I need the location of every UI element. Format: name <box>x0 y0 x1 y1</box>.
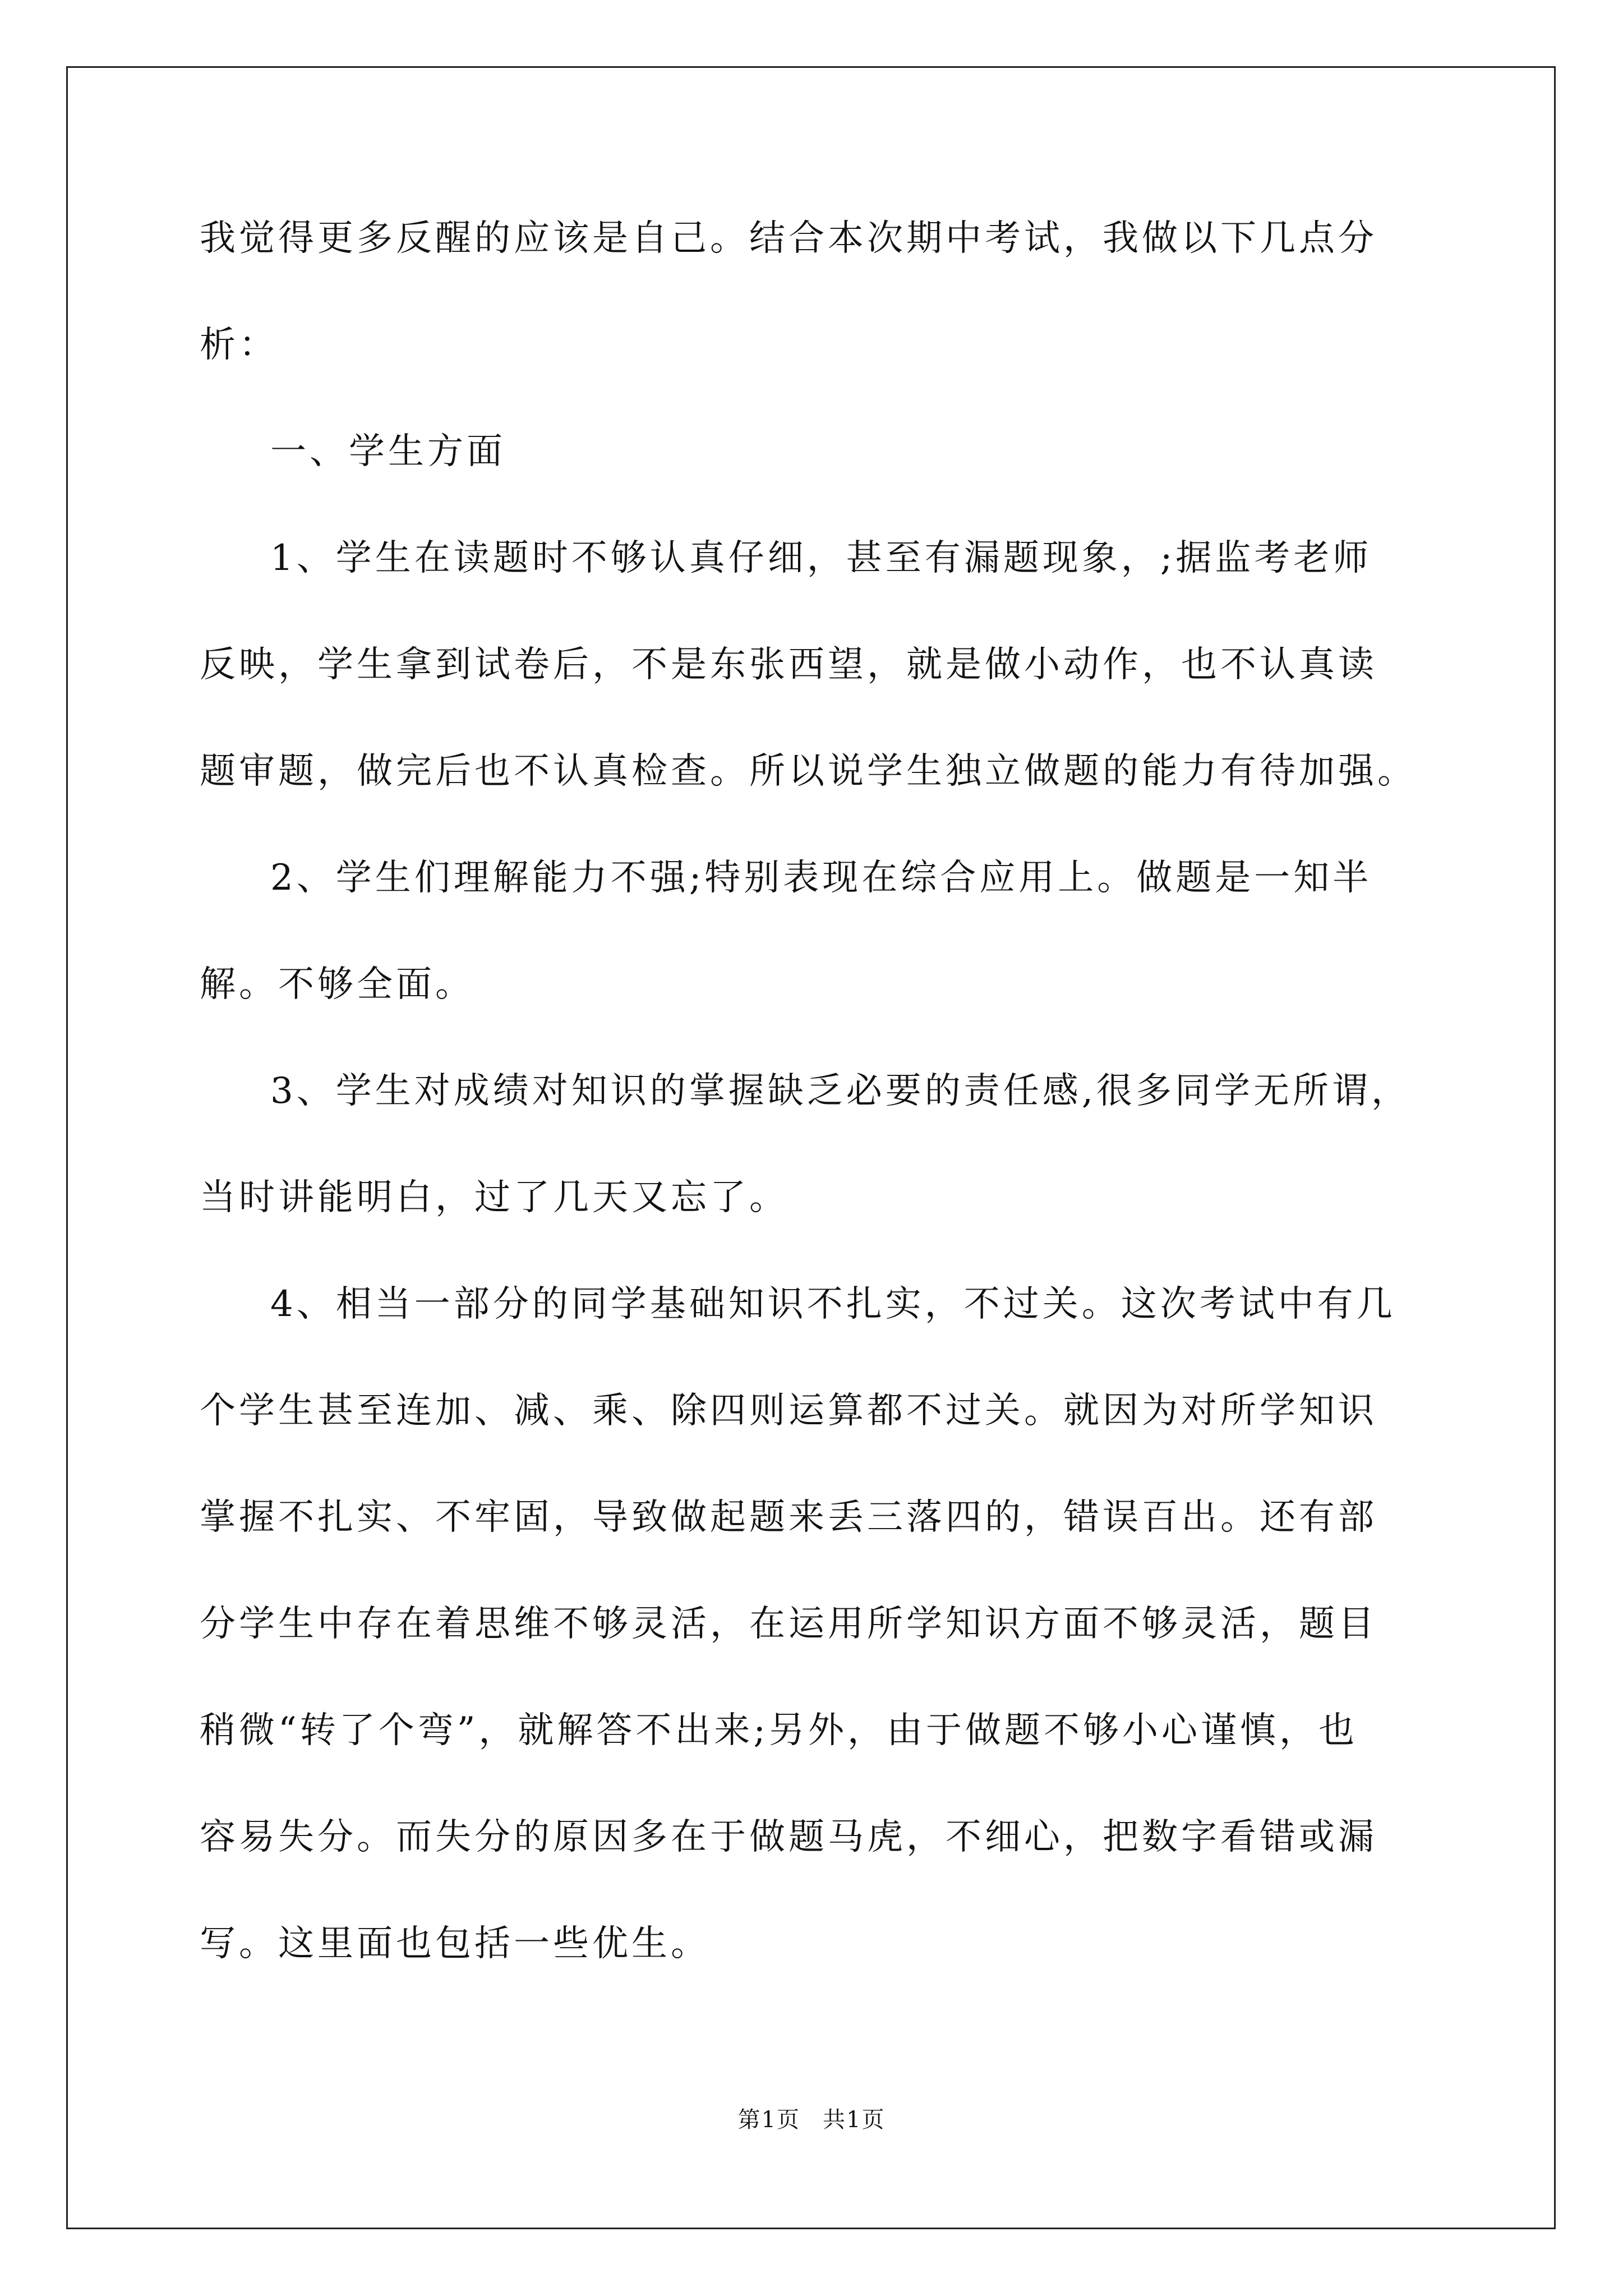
text-line: 3、学生对成绩对知识的掌握缺乏必要的责任感,很多同学无所谓， <box>270 1070 1411 1112</box>
page-number: 第1页 <box>737 2107 800 2133</box>
text-line: 反映，学生拿到试卷后，不是东张西望，就是做小动作，也不认真读 <box>200 644 1377 685</box>
text-line: 个学生甚至连加、减、乘、除四则运算都不过关。就因为对所学知识 <box>200 1390 1377 1432</box>
text-line: 分学生中存在着思维不够灵活，在运用所学知识方面不够灵活，题目 <box>200 1603 1377 1645</box>
text-line: 写。这里面也包括一些优生。 <box>200 1923 710 1964</box>
text-line: 2、学生们理解能力不强;特别表现在综合应用上。做题是一知半 <box>270 857 1372 899</box>
text-line: 掌握不扎实、不牢固，导致做起题来丢三落四的，错误百出。还有部 <box>200 1497 1377 1538</box>
page-footer <box>0 2103 1623 2137</box>
text-line: 稍微“转了个弯”，就解答不出来;另外，由于做题不够小心谨慎，也 <box>200 1710 1358 1751</box>
text-line: 我觉得更多反醒的应该是自己。结合本次期中考试，我做以下几点分 <box>200 218 1377 259</box>
page-border <box>66 66 1556 2229</box>
text-line: 1、学生在读题时不够认真仔细，甚至有漏题现象，;据监考老师 <box>270 537 1372 579</box>
text-line: 题审题，做完后也不认真检查。所以说学生独立做题的能力有待加强。 <box>200 751 1417 792</box>
text-line: 4、相当一部分的同学基础知识不扎实，不过关。这次考试中有几 <box>270 1283 1396 1325</box>
text-line: 当时讲能明白，过了几天又忘了。 <box>200 1177 789 1218</box>
section-heading: 一、学生方面 <box>270 431 506 472</box>
page-total: 共1页 <box>823 2107 886 2133</box>
text-line: 析： <box>200 324 278 366</box>
text-line: 容易失分。而失分的原因多在于做题马虎，不细心，把数字看错或漏 <box>200 1816 1377 1858</box>
text-line: 解。不够全面。 <box>200 964 474 1005</box>
